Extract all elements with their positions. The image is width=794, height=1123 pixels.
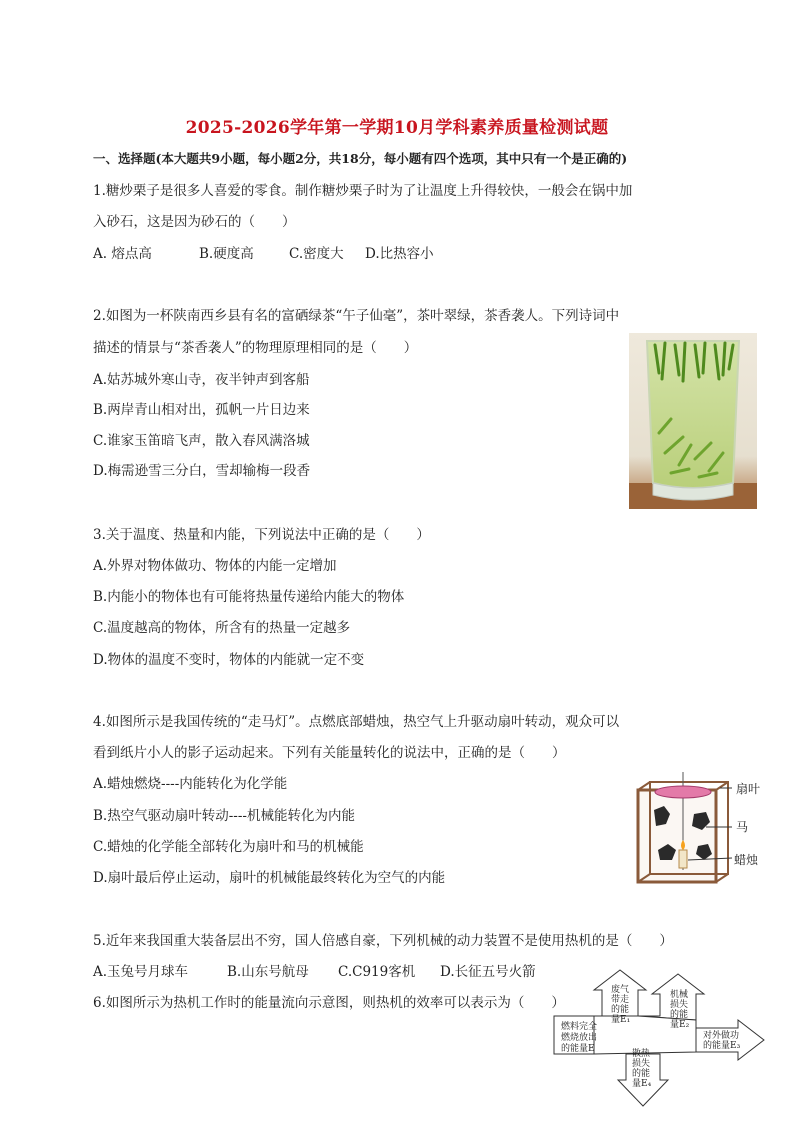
diagram-mechloss-line1: 机械 [670,990,689,1000]
diagram-mechloss-line2: 损失 [670,1000,689,1010]
diagram-exhaust-line3: 的能 [611,1005,630,1015]
diagram-input-line2: 燃烧放出 [561,1033,598,1043]
diagram-heat-line4: 量E₄ [632,1079,652,1089]
green-tea-glass-image [629,333,757,509]
q3-option-b: B.内能小的物体也有可能将热量传递给内能大的物体 [93,589,405,605]
q4-option-c: C.蜡烛的化学能全部转化为扇叶和马的机械能 [93,839,364,855]
q5-option-b: B.山东号航母 [227,964,309,980]
diagram-heat-line3: 的能 [632,1069,651,1079]
diagram-exhaust-line2: 带走 [611,995,630,1005]
q6-stem: 6.如图所示为热机工作时的能量流向示意图，则热机的效率可以表示为（ ） [93,995,565,1011]
q1-stem-line1: 1.糖炒栗子是很多人喜爱的零食。制作糖炒栗子时为了让温度上升得较快，一般会在锅中加 [93,183,633,199]
q2-option-a: A.姑苏城外寒山寺，夜半钟声到客船 [93,372,310,388]
q4-option-b: B.热空气驱动扇叶转动----机械能转化为内能 [93,808,355,824]
q4-option-d: D.扇叶最后停止运动，扇叶的机械能最终转化为空气的内能 [93,870,446,886]
diagram-exhaust-line4: 量E₁ [611,1015,631,1025]
q1-option-a: A. 熔点高 [93,246,152,262]
q3-option-d: D.物体的温度不变时，物体的内能就一定不变 [93,652,365,668]
q1-option-d: D.比热容小 [365,246,434,262]
q3-option-a: A.外界对物体做功、物体的内能一定增加 [93,558,337,574]
lantern-label-horse: 马 [736,820,749,834]
lantern-label-candle: 蜡烛 [734,853,759,867]
q2-stem-line2: 描述的情景与“茶香袭人”的物理原理相同的是（ ） [93,340,418,356]
q2-option-c: C.谁家玉笛暗飞声，散入春风满洛城 [93,433,310,449]
q5-option-d: D.长征五号火箭 [440,964,536,980]
q4-stem-line2: 看到纸片小人的影子运动起来。下列有关能量转化的说法中，正确的是（ ） [93,745,566,761]
q5-option-c: C.C919客机 [338,964,416,980]
diagram-mechloss-line4: 量E₂ [670,1020,690,1030]
q1-option-c: C.密度大 [289,246,344,262]
diagram-heat-line1: 散热 [632,1049,651,1059]
q2-option-b: B.两岸青山相对出，孤帆一片日边来 [93,402,310,418]
q5-stem: 5.近年来我国重大装备层出不穷，国人倍感自豪，下列机械的动力装置不是使用热机的是（ ） [93,933,673,949]
q3-stem: 3.关于温度、热量和内能，下列说法中正确的是（ ） [93,527,430,543]
page-title: 2025-2026学年第一学期10月学科素养质量检测试题 [185,118,609,138]
diagram-mechloss-line3: 的能 [670,1010,689,1020]
diagram-input-line1: 燃料完全 [561,1022,598,1032]
diagram-work-line1: 对外做功 [703,1031,740,1041]
section-heading: 一、选择题(本大题共9小题，每小题2分，共18分，每小题有四个选项，其中只有一个是正确的) [93,151,628,166]
q2-stem-line1: 2.如图为一杯陕南西乡县有名的富硒绿茶“午子仙毫”，茶叶翠绿，茶香袭人。下列诗词中 [93,308,620,324]
diagram-heat-line2: 损失 [632,1059,651,1069]
q5-option-a: A.玉兔号月球车 [93,964,189,980]
lantern-label-fan: 扇叶 [736,782,761,796]
q3-option-c: C.温度越高的物体，所含有的热量一定越多 [93,620,351,636]
diagram-work-line2: 的能量E₃ [703,1041,741,1051]
q1-stem-line2: 入砂石，这是因为砂石的（ ） [93,214,296,230]
q4-option-a: A.蜡烛燃烧----内能转化为化学能 [93,776,288,792]
q1-option-b: B.硬度高 [199,246,254,262]
diagram-exhaust-line1: 废气 [611,985,630,995]
q4-stem-line1: 4.如图所示是我国传统的“走马灯”。点燃底部蜡烛，热空气上升驱动扇叶转动，观众可以 [93,714,620,730]
q2-option-d: D.梅需逊雪三分白，雪却输梅一段香 [93,463,311,479]
diagram-input-line3: 的能量E [561,1044,595,1054]
